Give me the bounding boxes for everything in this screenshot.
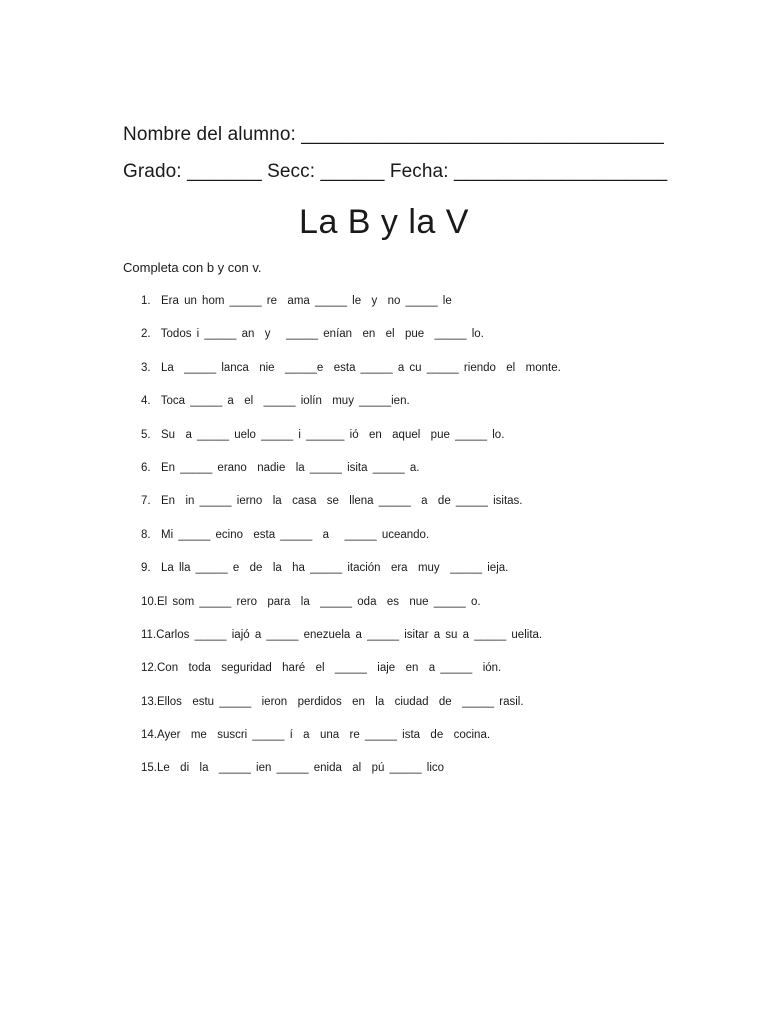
exercise-list: [141, 292, 561, 793]
exercise-item: [141, 359, 561, 392]
exercise-text: Mi _____ ecino esta _____ a _____ uceando.: [150, 528, 430, 541]
exercise-text: Su a _____ uelo _____ i ______ ió en aquel pue _____ lo.: [150, 428, 505, 441]
exercise-item: [141, 526, 561, 559]
exercise-number: 10.: [141, 595, 157, 608]
exercise-text: Era un hom _____ re ama _____ le y no _____ le: [150, 295, 452, 307]
student-name-line: Nombre del alumno: __________________________________: [123, 124, 664, 145]
exercise-number: 4.: [141, 395, 151, 408]
exercise-text: Ayer me suscri _____ í a una re _____ ista de cocina.: [157, 729, 491, 742]
exercise-number: 11.: [141, 628, 157, 641]
exercise-text: Le di la _____ ien _____ enida al pú _____ lico: [157, 762, 445, 775]
exercise-text: El som _____ rero para la _____ oda es nue _____ o.: [157, 595, 481, 608]
exercise-number: 6.: [141, 461, 151, 474]
instruction-text: Completa con b y con v.: [123, 260, 262, 275]
exercise-number: 2.: [141, 328, 151, 341]
exercise-number: 8.: [141, 528, 151, 541]
exercise-text: Con toda seguridad haré el _____ iaje en a _____ ión.: [157, 662, 502, 675]
exercise-number: 5.: [141, 428, 151, 441]
exercise-item: [141, 626, 561, 659]
worksheet-title: La B y la V: [299, 203, 469, 241]
exercise-item: [141, 693, 561, 726]
exercise-text: Carlos _____ iajó a _____ enezuela a _____ isitar a su a _____ uelita.: [156, 628, 543, 641]
exercise-text: Ellos estu _____ ieron perdidos en la ciudad de _____ rasil.: [157, 695, 524, 708]
exercise-number: 1.: [141, 295, 151, 307]
exercise-number: 12.: [141, 662, 157, 675]
exercise-text: La lla _____ e de la ha _____ itación era muy _____ ieja.: [150, 562, 509, 575]
exercise-number: 13.: [141, 695, 157, 708]
exercise-item: [141, 492, 561, 525]
exercise-item: [141, 392, 561, 425]
exercise-item: [141, 726, 561, 759]
exercise-item: [141, 292, 561, 325]
exercise-number: 7.: [141, 495, 151, 508]
exercise-text: Toca _____ a el _____ iolín muy _____ien.: [150, 395, 410, 408]
exercise-number: 15.: [141, 762, 157, 775]
grade-section-date-line: Grado: _______ Secc: ______ Fecha: ____________________: [123, 161, 668, 182]
exercise-number: 14.: [141, 729, 157, 742]
exercise-item: [141, 593, 561, 626]
exercise-text: En _____ erano nadie la _____ isita _____ a.: [150, 461, 420, 474]
exercise-text: En in _____ ierno la casa se llena _____ a de _____ isitas.: [150, 495, 523, 508]
exercise-item: [141, 659, 561, 692]
exercise-text: Todos i _____ an y _____ enían en el pue _____ lo.: [150, 328, 484, 341]
exercise-item: [141, 559, 561, 592]
exercise-text: La _____ lanca nie _____e esta _____ a cu _____ riendo el monte.: [150, 361, 561, 374]
exercise-number: 9.: [141, 562, 151, 575]
exercise-item: [141, 426, 561, 459]
exercise-item: [141, 459, 561, 492]
exercise-item: [141, 325, 561, 358]
exercise-number: 3.: [141, 361, 151, 374]
exercise-item: [141, 759, 561, 792]
